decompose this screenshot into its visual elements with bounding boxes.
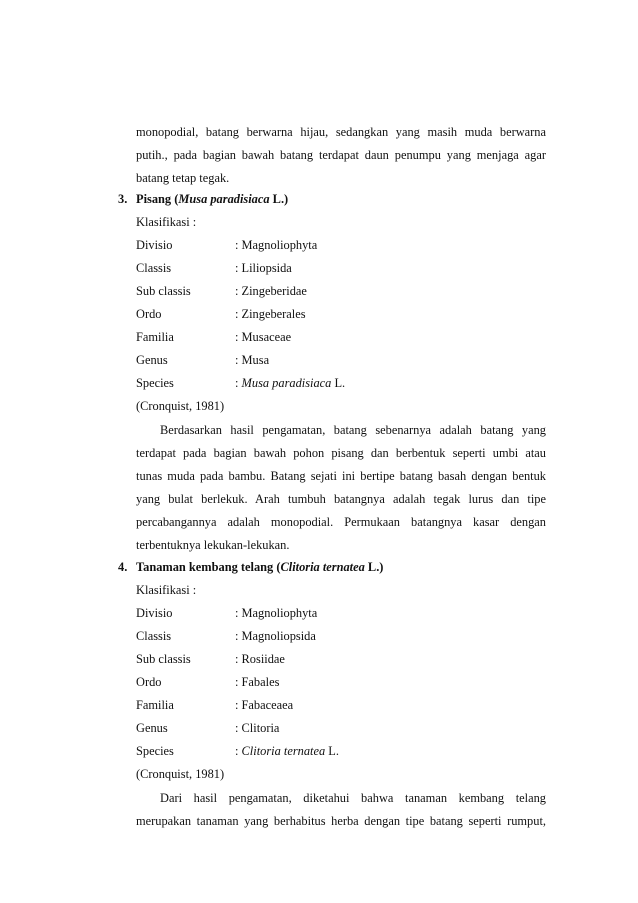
section-4-title-italic: Clitoria ternatea xyxy=(280,560,365,574)
section-3-row-label: Classis xyxy=(136,261,172,275)
intro-line-3: batang tetap tegak. xyxy=(136,171,230,185)
section-4-row-label: Familia xyxy=(136,698,174,712)
section-3-title-pre: Pisang ( xyxy=(136,192,179,206)
section-4-title-pre: Tanaman kembang telang ( xyxy=(136,560,281,574)
section-3-paragraph-line: Berdasarkan hasil pengamatan, batang sebenarnya adalah batang yang xyxy=(160,423,546,437)
section-3-title-italic: Musa paradisiaca xyxy=(178,192,270,206)
section-3-number: 3. xyxy=(118,192,128,206)
section-4-row-value: : Fabales xyxy=(235,675,280,689)
section-4-row-label: Genus xyxy=(136,721,168,735)
section-3-species-value xyxy=(235,376,345,391)
section-4-row-value: : Magnoliopsida xyxy=(235,629,316,643)
section-3-row-value: : Musaceae xyxy=(235,330,292,344)
section-3-row-label: Sub classis xyxy=(136,284,191,298)
section-4-row-label: Divisio xyxy=(136,606,173,620)
section-3-citation: (Cronquist, 1981) xyxy=(136,399,225,413)
section-4-paragraph-line: merupakan tanaman yang berhabitus herba dengan tipe batang seperti rumput, xyxy=(136,814,546,828)
section-4-species-colon: : xyxy=(235,744,242,758)
section-3-row-label: Ordo xyxy=(136,307,162,321)
section-4-citation: (Cronquist, 1981) xyxy=(136,767,225,781)
section-3-species-label: Species xyxy=(136,376,174,390)
section-4-row-value: : Rosiidae xyxy=(235,652,285,666)
section-3-heading xyxy=(136,192,288,207)
section-4-species-value xyxy=(235,744,339,759)
section-4-title-post: L.) xyxy=(364,560,384,574)
section-4-heading xyxy=(136,560,383,575)
section-3-row-label: Divisio xyxy=(136,238,173,252)
section-3-species-italic: Musa paradisiaca xyxy=(241,376,332,390)
section-4-row-value: : Magnoliophyta xyxy=(235,606,318,620)
section-3-paragraph-line: percabangannya adalah monopodial. Permukaan batangnya kasar dengan xyxy=(136,515,546,529)
section-3-klasifikasi: Klasifikasi : xyxy=(136,215,197,229)
section-4-row-label: Ordo xyxy=(136,675,162,689)
section-3-row-label: Genus xyxy=(136,353,168,367)
section-3-paragraph-line: yang bulat berlekuk. Arah tumbuh batangnya adalah tegak lurus dan tipe xyxy=(136,492,546,506)
section-3-row-value: : Musa xyxy=(235,353,270,367)
section-3-title-post: L.) xyxy=(269,192,289,206)
section-3-row-value: : Magnoliophyta xyxy=(235,238,318,252)
section-4-row-value: : Clitoria xyxy=(235,721,280,735)
intro-line-1: monopodial, batang berwarna hijau, sedangkan yang masih muda berwarna xyxy=(136,125,546,139)
section-3-row-value: : Liliopsida xyxy=(235,261,292,275)
section-3-row-value: : Zingeberidae xyxy=(235,284,307,298)
section-4-species-post: L. xyxy=(325,744,339,758)
section-4-row-label: Sub classis xyxy=(136,652,191,666)
section-4-row-label: Classis xyxy=(136,629,172,643)
section-4-species-label: Species xyxy=(136,744,174,758)
section-4-row-value: : Fabaceaea xyxy=(235,698,294,712)
section-4-number: 4. xyxy=(118,560,128,574)
section-3-row-label: Familia xyxy=(136,330,174,344)
section-3-paragraph-line: terbentuknya lekukan-lekukan. xyxy=(136,538,290,552)
section-3-species-post: L. xyxy=(331,376,346,390)
intro-line-2: putih., pada bagian bawah batang terdapat daun penumpu yang menjaga agar xyxy=(136,148,546,162)
section-3-paragraph-line: terdapat pada bagian bawah pohon pisang dan berbentuk seperti umbi atau xyxy=(136,446,546,460)
section-3-species-colon: : xyxy=(235,376,242,390)
section-4-species-italic: Clitoria ternatea xyxy=(241,744,326,758)
section-4-paragraph-line: Dari hasil pengamatan, diketahui bahwa tanaman kembang telang xyxy=(160,791,546,805)
section-3-row-value: : Zingeberales xyxy=(235,307,306,321)
section-3-paragraph-line: tunas muda pada bambu. Batang sejati ini bertipe batang basah dengan bentuk xyxy=(136,469,546,483)
section-4-klasifikasi: Klasifikasi : xyxy=(136,583,197,597)
